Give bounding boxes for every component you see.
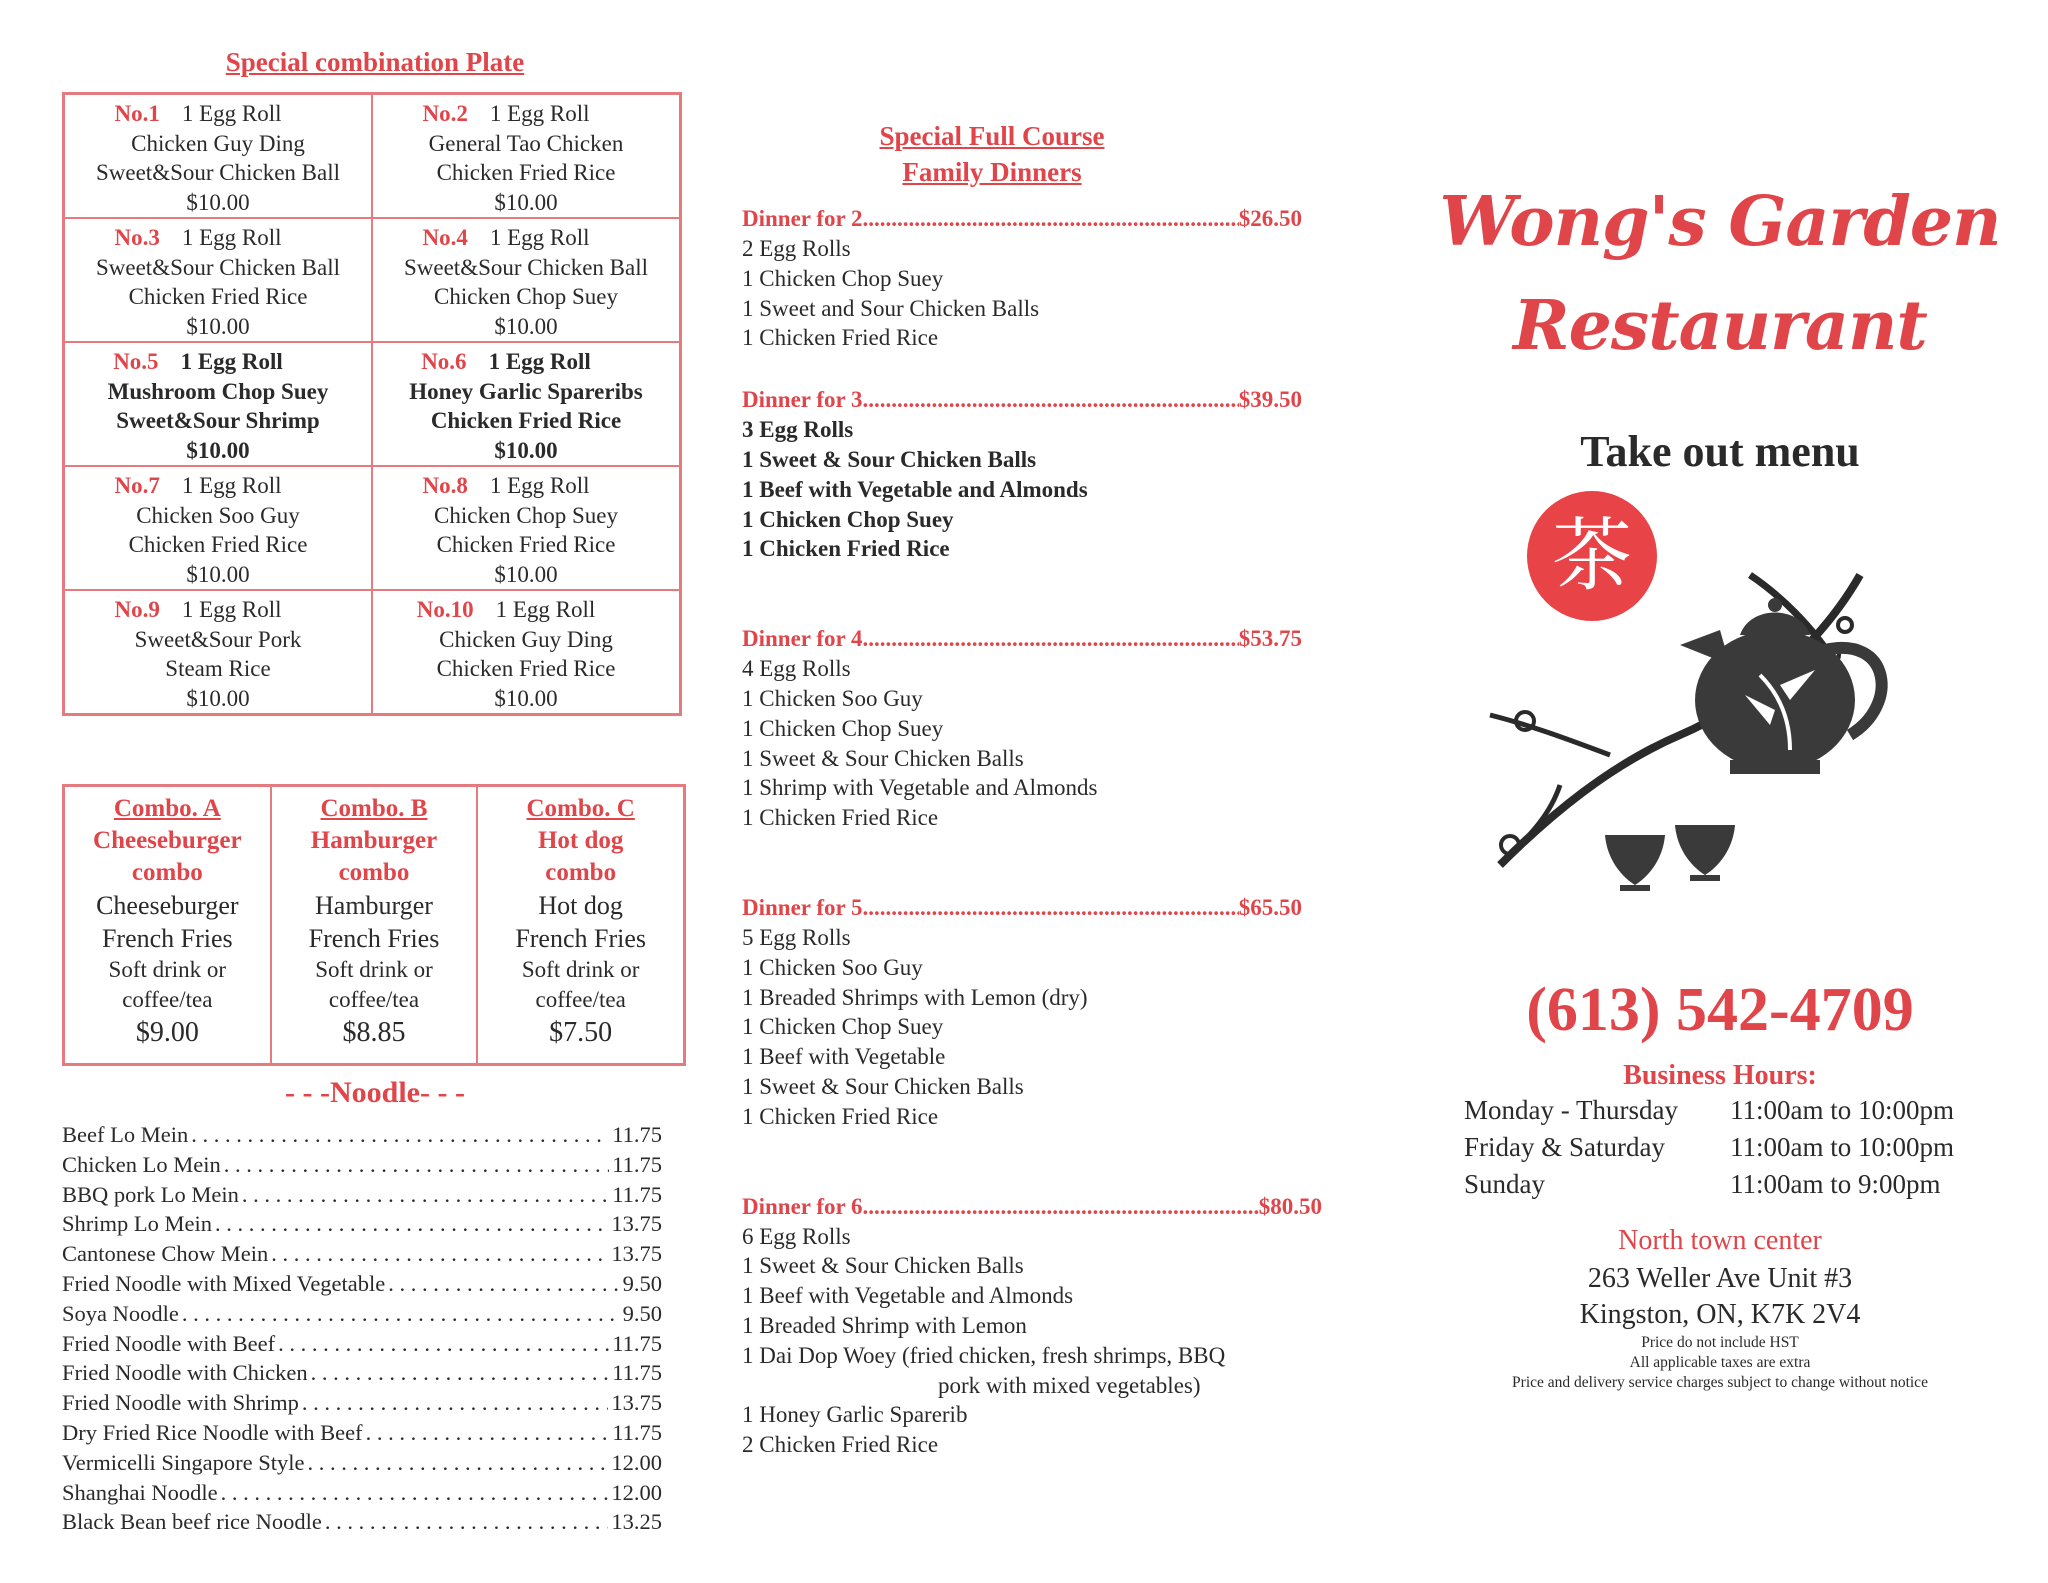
plate-number: No.9 <box>114 597 160 622</box>
noodle-item <box>62 1358 662 1388</box>
dinner-name: Dinner for 3 <box>742 387 863 413</box>
noodle-price: 11.75 <box>612 1181 662 1207</box>
combo-title: Combo. A <box>113 795 221 822</box>
plate-number: No.2 <box>422 101 468 126</box>
noodle-title: - - -Noodle- - - <box>285 1076 465 1109</box>
noodle-price: 11.75 <box>612 1360 662 1386</box>
combo-drink: Soft drink or <box>315 957 433 982</box>
plate-line: Chicken Chop Suey <box>434 502 618 528</box>
noodle-item <box>62 1239 662 1269</box>
dinner-item: 1 Chicken Fried Rice <box>742 536 950 562</box>
noodle-item <box>62 1388 662 1418</box>
plate-cell <box>372 590 680 714</box>
plate-line: Steam Rice <box>165 656 271 681</box>
dinner-item: 1 Chicken Soo Guy <box>742 954 923 980</box>
plate-line: 1 Egg Roll <box>181 101 282 126</box>
noodle-name: Beef Lo Mein <box>62 1122 189 1147</box>
hours-row <box>1430 1092 2010 1129</box>
dinner-item: 4 Egg Rolls <box>742 656 851 682</box>
noodle-name: Soya Noodle <box>62 1300 179 1326</box>
dinner-item: 5 Egg Rolls <box>742 924 851 950</box>
hours-row <box>1430 1129 2010 1166</box>
dinner-price: $80.50 <box>1258 1193 1322 1219</box>
plate-price: $10.00 <box>186 437 250 463</box>
plate-line: 1 Egg Roll <box>181 225 282 250</box>
plate-cell <box>64 94 372 218</box>
dinner-item: 6 Egg Rolls <box>742 1223 851 1249</box>
combo-cell <box>477 786 684 1064</box>
plate-line: Chicken Fried Rice <box>436 160 616 185</box>
plate-line: Chicken Fried Rice <box>128 532 308 557</box>
dinner-item: pork with mixed vegetables) <box>938 1372 1201 1398</box>
noodle-price: 11.75 <box>612 1122 662 1147</box>
plate-line: 1 Egg Roll <box>489 225 590 250</box>
address-line: Kingston, ON, K7K 2V4 <box>1579 1299 1861 1330</box>
dinner-item: 1 Dai Dop Woey (fried chicken, fresh shrimps, BBQ <box>742 1342 1226 1368</box>
plate-price: $10.00 <box>186 189 250 215</box>
combo-price: $8.85 <box>342 1017 406 1048</box>
combination-column <box>62 44 688 1537</box>
combo-title: Combo. C <box>526 795 635 822</box>
plate-cell <box>64 466 372 590</box>
restaurant-name: Restaurant <box>1513 286 1927 366</box>
noodle-price: 9.50 <box>622 1300 662 1326</box>
teapot-illustration <box>1430 475 2010 975</box>
combo-item: Hamburger <box>315 891 433 920</box>
noodle-name: Dry Fried Rice Noodle with Beef <box>62 1419 363 1445</box>
plate-price: $10.00 <box>494 561 558 587</box>
plate-number: No.10 <box>416 597 474 622</box>
phone-number[interactable]: (613) 542-4709 <box>1526 976 1914 1044</box>
dinner-price: $39.50 <box>1238 387 1302 413</box>
plate-line: 1 Egg Roll <box>489 473 590 498</box>
plate-number: No.3 <box>114 225 160 250</box>
hours-time: 11:00am to 10:00pm <box>1730 1132 1954 1162</box>
dinner-block <box>742 204 1322 353</box>
dinner-item: 1 Sweet & Sour Chicken Balls <box>742 1073 1024 1099</box>
noodle-name: Fried Noodle with Beef <box>62 1330 276 1356</box>
plate-line: Mushroom Chop Suey <box>107 378 329 404</box>
combo-fries: French Fries <box>515 924 647 953</box>
hours-time: 11:00am to 9:00pm <box>1730 1169 1941 1199</box>
plate-line: Sweet&Sour Shrimp <box>116 408 320 433</box>
dinner-price: $65.50 <box>1238 894 1302 920</box>
plate-line: Chicken Fried Rice <box>436 656 616 681</box>
noodle-name: Chicken Lo Mein <box>62 1151 221 1177</box>
address-line: 263 Weller Ave Unit #3 <box>1587 1263 1853 1294</box>
dinner-header <box>742 385 1302 415</box>
noodle-price: 13.75 <box>611 1241 662 1267</box>
hours-days: Friday & Saturday <box>1464 1132 1665 1162</box>
combination-grid <box>62 92 682 716</box>
plate-line: 1 Egg Roll <box>495 597 596 622</box>
dinner-name: Dinner for 2 <box>742 206 863 231</box>
noodle-item <box>62 1418 662 1448</box>
plate-line: Chicken Guy Ding <box>439 626 613 652</box>
noodle-name: Vermicelli Singapore Style <box>62 1449 305 1475</box>
noodle-item <box>62 1478 662 1508</box>
dinner-item: 1 Chicken Fried Rice <box>742 1103 939 1129</box>
combo-name: Cheeseburger <box>93 827 242 854</box>
noodle-price: 9.50 <box>622 1270 662 1296</box>
plate-line: Chicken Soo Guy <box>136 502 300 528</box>
dinner-name: Dinner for 5 <box>742 894 863 920</box>
noodle-item <box>62 1180 662 1210</box>
plate-line: Chicken Fried Rice <box>436 532 616 557</box>
dinner-block <box>742 624 1322 833</box>
noodle-price: 11.75 <box>612 1419 662 1445</box>
plate-number: No.6 <box>421 349 467 374</box>
dinners-title: Family Dinners <box>902 157 1082 187</box>
dinner-item: 1 Breaded Shrimps with Lemon (dry) <box>742 984 1088 1010</box>
noodle-item <box>62 1150 662 1180</box>
plate-line: 1 Egg Roll <box>181 597 282 622</box>
combo-price: $9.00 <box>135 1017 199 1048</box>
combo-price: $7.50 <box>549 1017 613 1048</box>
plate-line: General Tao Chicken <box>428 130 624 156</box>
noodle-name: Fried Noodle with Mixed Vegetable <box>62 1270 386 1296</box>
combination-title: Special combination Plate <box>225 47 525 77</box>
dinner-block <box>742 385 1322 564</box>
dinner-item: 1 Chicken Chop Suey <box>742 506 954 532</box>
combo-title: Combo. B <box>320 795 428 822</box>
dinner-item: 1 Shrimp with Vegetable and Almonds <box>742 775 1098 801</box>
combo-abc-table <box>62 784 686 1066</box>
plate-line: 1 Egg Roll <box>488 349 591 374</box>
noodle-price: 13.25 <box>611 1509 662 1535</box>
dinner-price: $26.50 <box>1238 206 1302 231</box>
dinner-item: 2 Egg Rolls <box>742 236 851 261</box>
combo-cell <box>64 786 271 1064</box>
combo-name: combo <box>545 859 617 886</box>
plate-price: $10.00 <box>186 561 250 587</box>
noodle-price: 12.00 <box>611 1479 662 1505</box>
combo-drink: Soft drink or <box>108 957 227 982</box>
dinner-header <box>742 204 1302 234</box>
dinner-item: 1 Sweet & Sour Chicken Balls <box>742 1253 1024 1279</box>
noodle-price: 11.75 <box>612 1151 662 1177</box>
plate-price: $10.00 <box>186 313 250 339</box>
menu-subtitle: Take out menu <box>1580 427 1860 476</box>
hours-days: Monday - Thursday <box>1464 1095 1678 1125</box>
combo-name: combo <box>338 859 410 886</box>
plate-price: $10.00 <box>186 685 250 711</box>
noodle-price: 11.75 <box>612 1330 662 1356</box>
dinner-item: 1 Chicken Fried Rice <box>742 805 939 831</box>
teapot-branch-icon <box>1430 535 2010 955</box>
plate-cell <box>372 466 680 590</box>
dinner-block <box>742 893 1322 1132</box>
noodle-item <box>62 1507 662 1537</box>
noodle-item <box>62 1120 662 1150</box>
dinner-item: 1 Chicken Chop Suey <box>742 1014 944 1040</box>
plate-cell <box>372 94 680 218</box>
noodle-list <box>62 1120 688 1537</box>
combo-drink: coffee/tea <box>122 987 213 1012</box>
combo-cell <box>271 786 478 1064</box>
noodle-price: 13.75 <box>611 1211 662 1237</box>
combo-name: Hamburger <box>310 827 438 854</box>
dinner-item: 1 Chicken Soo Guy <box>742 685 923 711</box>
dinner-block <box>742 1192 1322 1460</box>
plate-number: No.7 <box>114 473 160 498</box>
combo-drink: coffee/tea <box>535 987 626 1012</box>
hours-row <box>1430 1166 2010 1203</box>
hours-time: 11:00am to 10:00pm <box>1730 1095 1954 1125</box>
dinner-item: 1 Chicken Fried Rice <box>742 325 939 351</box>
combo-name: combo <box>131 859 203 886</box>
noodle-item <box>62 1209 662 1239</box>
plate-price: $10.00 <box>494 437 558 463</box>
dinner-item: 1 Beef with Vegetable and Almonds <box>742 476 1088 502</box>
plate-line: Sweet&Sour Chicken Ball <box>95 254 341 280</box>
plate-cell <box>64 342 372 466</box>
noodle-item <box>62 1269 662 1299</box>
noodle-name: Fried Noodle with Chicken <box>62 1360 308 1386</box>
dinner-name: Dinner for 4 <box>742 626 863 652</box>
combo-drink: coffee/tea <box>328 987 420 1012</box>
plate-line: 1 Egg Roll <box>180 349 283 374</box>
dinner-header <box>742 624 1302 654</box>
dinner-item: 1 Chicken Chop Suey <box>742 265 944 291</box>
dinner-item: 1 Sweet & Sour Chicken Balls <box>742 446 1037 472</box>
dinner-item: 1 Sweet & Sour Chicken Balls <box>742 745 1024 771</box>
dinner-price: $53.75 <box>1238 626 1302 652</box>
noodle-name: Shrimp Lo Mein <box>62 1211 212 1237</box>
dinner-header <box>742 893 1302 923</box>
plate-line: Sweet&Sour Chicken Ball <box>403 254 649 280</box>
plate-line: Honey Garlic Spareribs <box>409 378 643 404</box>
price-note: All applicable taxes are extra <box>1629 1354 1811 1371</box>
dinners-title: Special Full Course <box>879 121 1105 151</box>
plate-line: Sweet&Sour Pork <box>134 626 302 652</box>
noodle-name: Shanghai Noodle <box>62 1479 218 1505</box>
dinner-item: 1 Breaded Shrimp with Lemon <box>742 1312 1027 1338</box>
noodle-name: Cantonese Chow Mein <box>62 1241 269 1267</box>
noodle-name: BBQ pork Lo Mein <box>62 1181 239 1207</box>
dinner-item: 2 Chicken Fried Rice <box>742 1432 939 1458</box>
tea-seal-icon: 茶 <box>1527 491 1657 621</box>
plate-line: Chicken Fried Rice <box>430 408 622 433</box>
hours-days: Sunday <box>1464 1169 1545 1199</box>
dinner-item: 1 Beef with Vegetable <box>742 1044 946 1070</box>
noodle-price: 12.00 <box>611 1449 662 1475</box>
noodle-name: Black Bean beef rice Noodle <box>62 1509 322 1535</box>
dinner-item: 1 Sweet and Sour Chicken Balls <box>742 295 1040 321</box>
family-dinners-column <box>742 118 1322 1460</box>
plate-cell <box>64 590 372 714</box>
plate-price: $10.00 <box>494 685 558 711</box>
plate-cell <box>64 218 372 342</box>
restaurant-name: Wong's Garden <box>1439 182 2001 262</box>
noodle-item <box>62 1299 662 1329</box>
price-note: Price do not include HST <box>1641 1334 1799 1351</box>
plate-line: Sweet&Sour Chicken Ball <box>95 160 341 185</box>
plate-price: $10.00 <box>494 189 558 215</box>
combo-fries: French Fries <box>101 924 233 953</box>
plate-number: No.8 <box>422 473 468 498</box>
plate-price: $10.00 <box>494 313 558 339</box>
noodle-item <box>62 1329 662 1359</box>
plate-number: No.1 <box>114 101 160 126</box>
combo-item: Hot dog <box>538 891 623 920</box>
plate-number: No.4 <box>422 225 468 250</box>
plate-line: Chicken Fried Rice <box>128 284 308 309</box>
plate-cell <box>372 342 680 466</box>
dinner-header <box>742 1192 1322 1222</box>
plate-line: 1 Egg Roll <box>489 101 590 126</box>
dinner-item: 1 Chicken Chop Suey <box>742 715 944 741</box>
hours-title: Business Hours: <box>1623 1060 1817 1091</box>
price-note: Price and delivery service charges subject to change without notice <box>1512 1374 1928 1391</box>
combo-fries: French Fries <box>308 924 440 953</box>
dinner-item: 1 Honey Garlic Sparerib <box>742 1402 968 1428</box>
plate-line: Chicken Chop Suey <box>434 284 618 309</box>
combo-item: Cheeseburger <box>96 891 239 920</box>
plate-cell <box>372 218 680 342</box>
hours-list <box>1430 1092 2010 1203</box>
location-name: North town center <box>1618 1225 1822 1256</box>
plate-number: No.5 <box>113 349 159 374</box>
dinner-name: Dinner for 6 <box>742 1193 863 1219</box>
plate-line: Chicken Guy Ding <box>131 130 305 156</box>
restaurant-column <box>1430 170 2010 1393</box>
combo-name: Hot dog <box>537 827 624 854</box>
plate-line: 1 Egg Roll <box>181 473 282 498</box>
noodle-item <box>62 1448 662 1478</box>
noodle-price: 13.75 <box>611 1390 662 1416</box>
combo-drink: Soft drink or <box>521 957 640 982</box>
noodle-name: Fried Noodle with Shrimp <box>62 1390 299 1416</box>
dinner-item: 1 Beef with Vegetable and Almonds <box>742 1283 1074 1309</box>
dinner-item: 3 Egg Rolls <box>742 417 854 443</box>
